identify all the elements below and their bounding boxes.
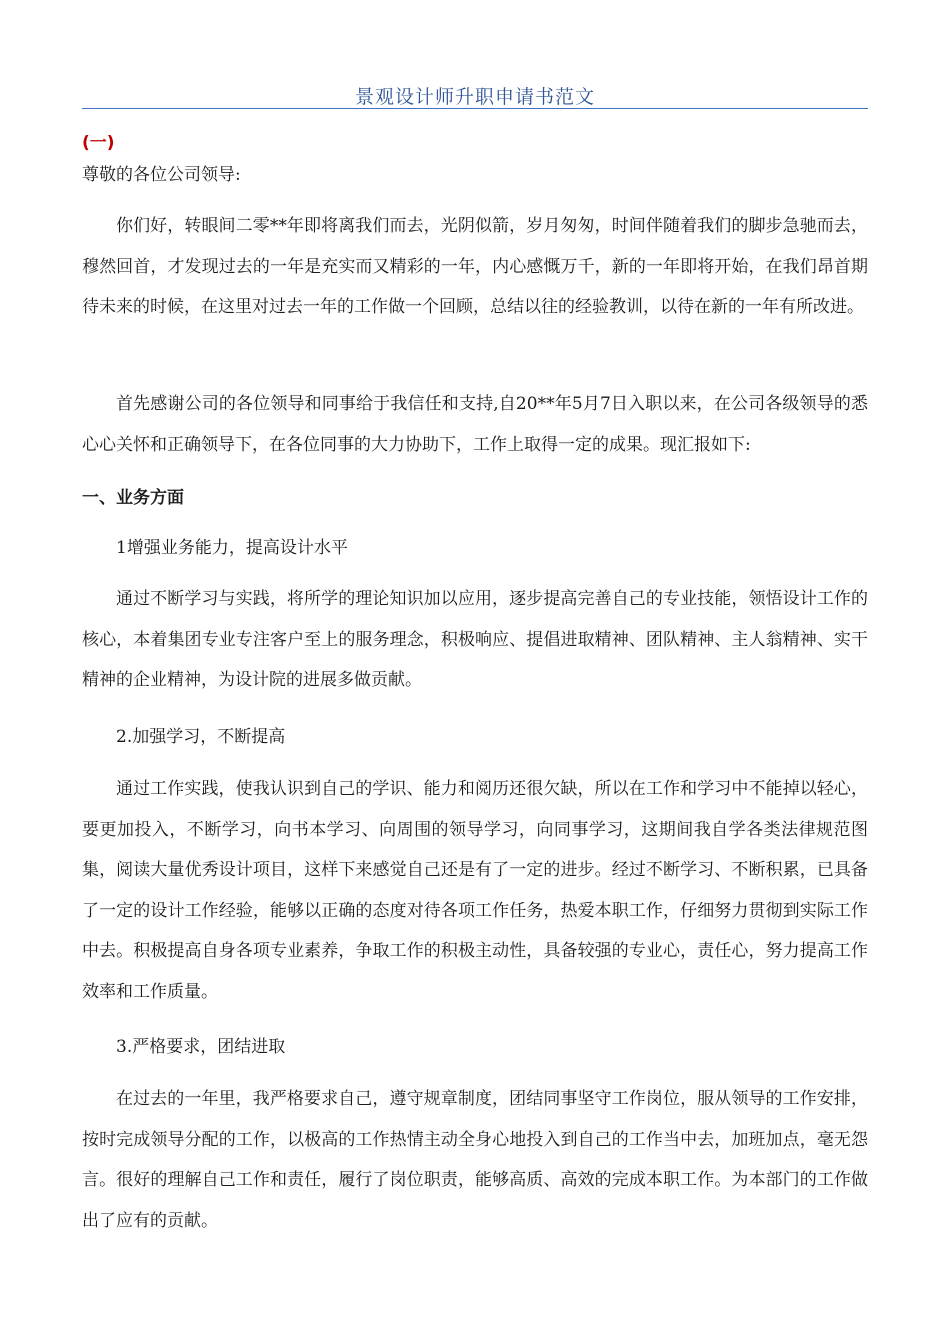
section-heading-business: 一、业务方面 bbox=[82, 488, 184, 508]
subheading-2: 2.加强学习，不断提高 bbox=[116, 727, 286, 747]
paragraph-discipline: 在过去的一年里，我严格要求自己，遵守规章制度，团结同事坚守工作岗位，服从领导的工作安排，按时完成领导分配的工作，以极高的工作热情主动全身心地投入到自己的工作当中去，加班加点，毫无怨言。很好的理解自己工作和责任，履行了岗位职责，能够高质、高效的完成本职工作。为本部门的工作做出了应有的贡献。 bbox=[82, 1089, 868, 1231]
paragraph-thanks: 首先感谢公司的各位领导和同事给于我信任和支持,自20**年5月7日入职以来，在公司各级领导的悉心心关怀和正确领导下，在各位同事的大力协助下，工作上取得一定的成果。现汇报如下: bbox=[82, 394, 868, 455]
header-divider bbox=[82, 108, 868, 109]
paragraph-study: 通过工作实践，使我认识到自己的学识、能力和阅历还很欠缺，所以在工作和学习中不能掉以轻心，要更加投入，不断学习，向书本学习、向周围的领导学习，向同事学习，这期间我自学各类法律规范图集，阅读大量优秀设计项目，这样下来感觉自己还是有了一定的进步。经过不断学习、不断积累，已具备了一定的设计工作经验，能够以正确的态度对待各项工作任务，热爱本职工作，仔细努力贯彻到实际工作中去。积极提高自身各项专业素养，争取工作的积极主动性，具备较强的专业心，责任心，努力提高工作效率和工作质量。 bbox=[82, 779, 868, 1002]
paragraph-business-ability: 通过不断学习与实践，将所学的理论知识加以应用，逐步提高完善自己的专业技能，领悟设计工作的核心，本着集团专业专注客户至上的服务理念，积极响应、提倡进取精神、团队精神、主人翁精神、实干精神的企业精神，为设计院的进展多做贡献。 bbox=[82, 589, 868, 690]
subheading-3: 3.严格要求，团结进取 bbox=[116, 1037, 286, 1057]
document-title: 景观设计师升职申请书范文 bbox=[354, 86, 595, 108]
section-marker: (一) bbox=[82, 133, 115, 153]
salutation: 尊敬的各位公司领导: bbox=[82, 165, 241, 185]
paragraph-intro: 你们好，转眼间二零**年即将离我们而去，光阴似箭，岁月匆匆，时间伴随着我们的脚步急驰而去，穆然回首，才发现过去的一年是充实而又精彩的一年，内心感慨万千，新的一年即将开始，在我们昂首期待未来的时候，在这里对过去一年的工作做一个回顾，总结以往的经验教训，以待在新的一年有所改进。 bbox=[82, 216, 868, 317]
subheading-1: 1增强业务能力，提高设计水平 bbox=[116, 538, 348, 558]
